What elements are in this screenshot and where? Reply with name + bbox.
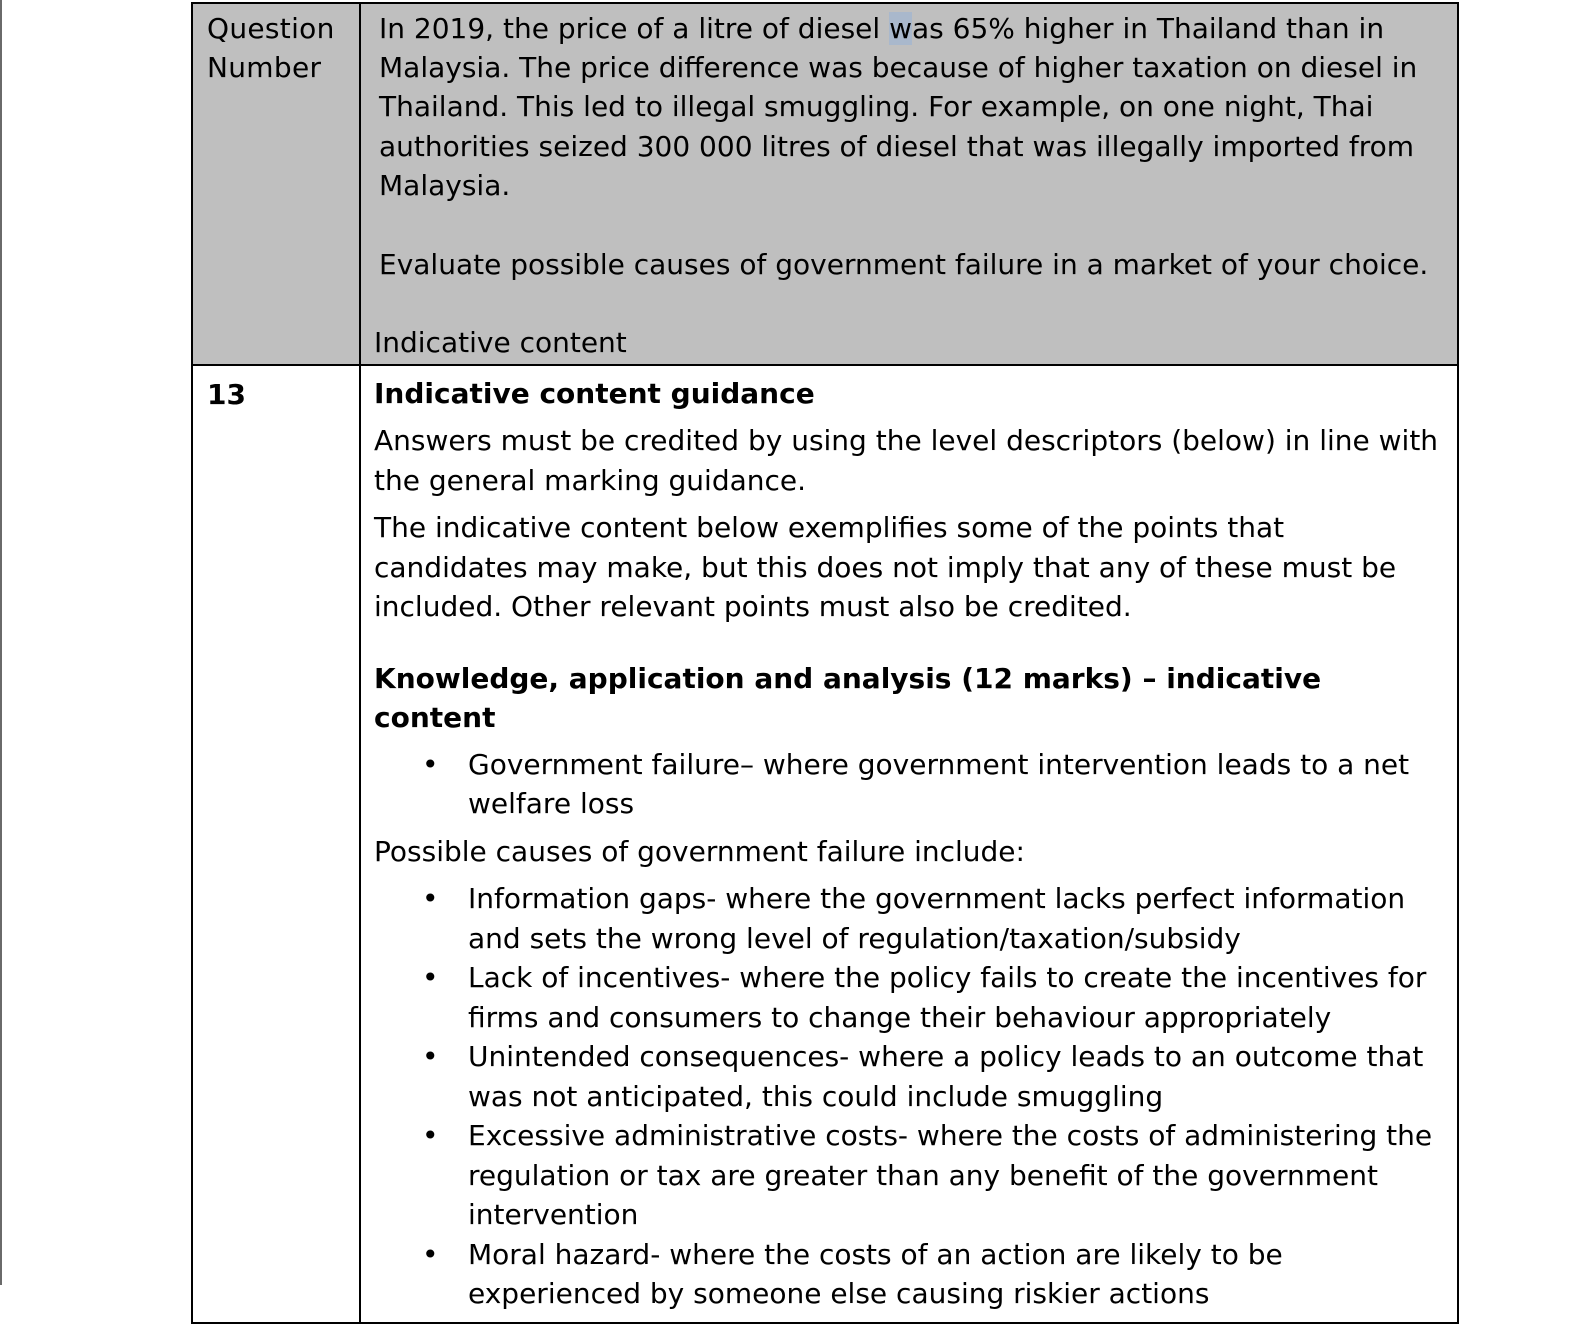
question-text-pre: In 2019, the price of a litre of diesel [379,12,890,45]
mark-scheme-table [191,2,1459,1324]
text-selection-highlight: w [889,12,912,45]
indicative-content-label: Indicative content [374,326,627,359]
question-text-post: as 65% higher in Thailand than in Malaysia. The price difference was because of higher taxation on diesel in Thailand. This led to illegal smuggling. For example, on one night, Thai authorities seized 300 000 litres of diesel that was illegally imported from Malaysia. [379,12,1418,202]
bullet-icon: • [422,1237,439,1271]
question-task[interactable]: Evaluate possible causes of government failure in a market of your choice. [379,248,1429,281]
guidance-paragraph-2: The indicative content below exemplifies some of the points that candidates may make, but this does not imply that any of these must be included. Other relevant points must also be credited. [374,511,1397,623]
list-item-text: Lack of incentives- where the policy fails to create the incentives for firms and consumers to change their behaviour appropriately [468,961,1427,1034]
list-item-text: Information gaps- where the government lacks perfect information and sets the wrong level of regulation/taxation/subsidy [468,882,1406,955]
list-item [374,879,1445,958]
list-item [374,1116,1445,1235]
list-item-text: Moral hazard- where the costs of an action are likely to be experienced by someone else causing riskier actions [468,1237,1283,1310]
list-item-text: Excessive administrative costs- where the costs of administering the regulation or tax are greater than any benefit of the government intervention [468,1119,1433,1231]
question-number-label-line1: Question [207,12,335,45]
list-item [374,1235,1445,1314]
list-item [374,1037,1445,1116]
question-header-cell [360,3,1458,365]
list-item-text: Government failure– where government intervention leads to a net welfare loss [468,747,1410,820]
causes-list [374,879,1445,1314]
list-item [374,745,1445,824]
list-item [374,958,1445,1037]
question-number: 13 [192,365,360,1323]
question-number-label-line2: Number [207,51,322,84]
bullet-icon: • [422,961,439,994]
bullet-icon: • [422,882,439,915]
question-stimulus[interactable] [379,9,1439,205]
bullet-icon: • [422,1040,439,1073]
page-left-edge [0,0,2,1285]
causes-intro: Possible causes of government failure include: [374,834,1025,868]
definition-list [374,745,1445,824]
header-row [192,3,1458,365]
guidance-heading: Indicative content guidance [374,377,815,410]
bullet-icon: • [422,747,439,781]
question-13-row [192,365,1458,1323]
guidance-paragraph-1: Answers must be credited by using the level descriptors (below) in line with the general marking guidance. [374,424,1439,497]
bullet-icon: • [422,1119,439,1152]
list-item-text: Unintended consequences- where a policy leads to an outcome that was not anticipated, this could include smuggling [468,1040,1424,1113]
indicative-content-cell [360,365,1458,1323]
section-heading: Knowledge, application and analysis (12 marks) – indicative content [374,661,1322,734]
question-number-header [192,3,360,365]
